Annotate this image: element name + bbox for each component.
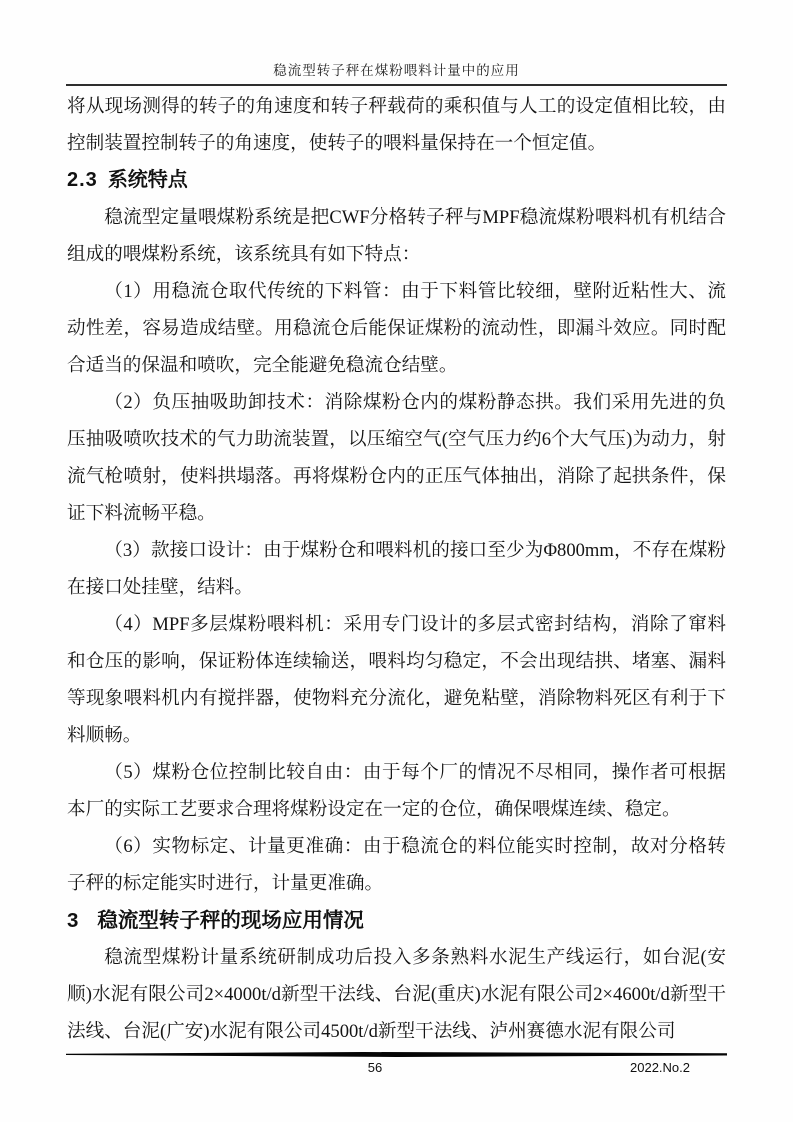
section-heading-2-3 [67,162,726,199]
page-body [67,88,726,1050]
intro-paragraph: 将从现场测得的转子的角速度和转子秤载荷的乘积值与人工的设定值相比较，由控制装置控制转子的角速度，使转子的喂料量保持在一个恒定值。 [67,96,726,154]
paragraph-lead-2-3: 稳流型定量喂煤粉系统是把CWF分格转子秤与MPF稳流煤粉喂料机有机结合组成的喂煤粉系统，该系统具有如下特点： [67,207,726,265]
running-title: 稳流型转子秤在煤粉喂料计量中的应用 [273,63,520,78]
section-heading-3 [67,902,726,939]
paragraph-feature-4: （4）MPF多层煤粉喂料机：采用专门设计的多层式密封结构，消除了窜料和仓压的影响，保证粉体连续输送，喂料均匀稳定，不会出现结拱、堵塞、漏料等现象喂料机内有搅拌器，使物料充分流化，避免粘壁，消除物料死区有利于下料顺畅。 [67,614,726,746]
section-number: 3 [67,909,79,932]
section-number: 2.3 [67,169,98,191]
paragraph-feature-2: （2）负压抽吸助卸技术：消除煤粉仓内的煤粉静态拱。我们采用先进的负压抽吸喷吹技术的气力助流装置，以压缩空气(空气压力约6个大气压)为动力，射流气枪喷射，使料拱塌落。再将煤粉仓内的正压气体抽出，消除了起拱条件，保证下料流畅平稳。 [67,392,726,524]
section-title: 系统特点 [107,169,188,191]
issue-label: 2022.No.2 [630,1060,690,1075]
header-rule [66,84,727,86]
footer-rule [66,1052,727,1057]
paragraph-feature-3: （3）款接口设计：由于煤粉仓和喂料机的接口至少为Φ800mm，不存在煤粉在接口处挂壁，结料。 [67,540,726,598]
section-title: 稳流型转子秤的现场应用情况 [97,909,364,932]
paragraph-feature-1: （1）用稳流仓取代传统的下料管：由于下料管比较细，壁附近粘性大、流动性差，容易造成结壁。用稳流仓后能保证煤粉的流动性，即漏斗效应。同时配合适当的保温和喷吹，完全能避免稳流仓结壁。 [67,281,726,376]
paragraph-feature-6: （6）实物标定、计量更准确：由于稳流仓的料位能实时控制，故对分格转子秤的标定能实时进行，计量更准确。 [67,836,726,894]
paragraph-feature-5: （5）煤粉仓位控制比较自由：由于每个厂的情况不尽相同，操作者可根据本厂的实际工艺要求合理将煤粉设定在一定的仓位，确保喂煤连续、稳定。 [67,762,726,820]
page-number: 56 [367,1060,383,1075]
paragraph-lead-3: 稳流型煤粉计量系统研制成功后投入多条熟料水泥生产线运行，如台泥(安顺)水泥有限公司2×4000t/d新型干法线、台泥(重庆)水泥有限公司2×4600t/d新型干法线、台泥(广安)水泥有限公司4500t/d新型干法线、泸州赛德水泥有限公司 [67,947,726,1042]
